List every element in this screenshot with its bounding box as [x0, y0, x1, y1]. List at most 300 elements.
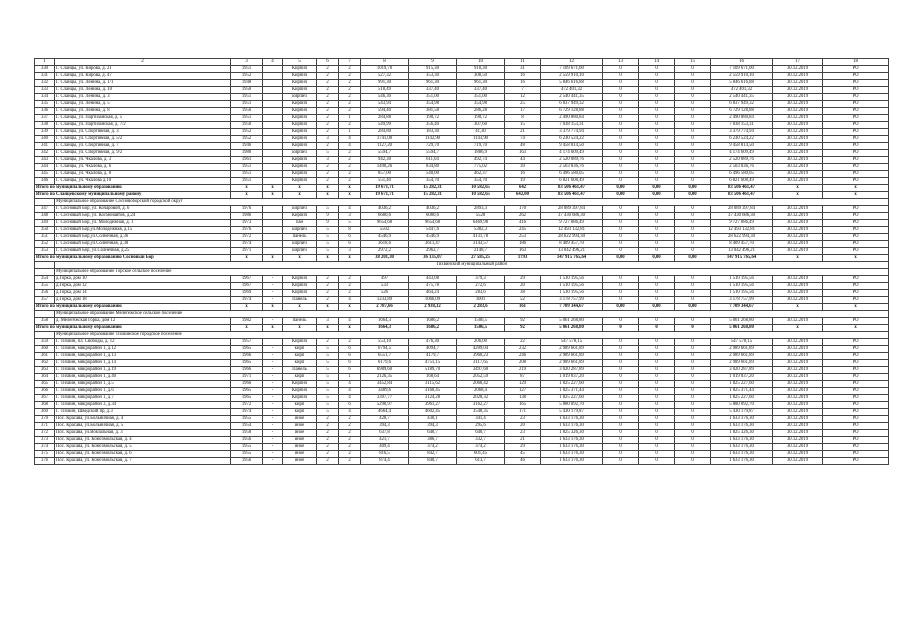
table-cell: Г. Сланцы, ул. Спортивная, д. 7: [55, 143, 231, 150]
table-cell: Кирпич: [283, 143, 317, 150]
table-cell: 0: [675, 444, 711, 451]
table-cell: 1 019 837,20: [541, 374, 603, 381]
table-cell: 348: [35, 213, 55, 220]
table-cell: 1951: [231, 115, 263, 122]
table-cell: 30.12.2019: [773, 115, 823, 122]
section-header-row: [35, 269, 889, 276]
table-cell: 3 379 774,94: [541, 129, 603, 136]
section-empty-cell: [35, 269, 55, 276]
table-cell: 0: [639, 94, 675, 101]
table-cell: 729,70: [409, 143, 457, 150]
table-cell: 339: [35, 129, 55, 136]
table-cell: Пос. Красава, ул. Комсомольская, д. 4: [55, 437, 231, 444]
table-cell: кирпич: [283, 241, 317, 248]
table-cell: 472 401,32: [541, 87, 603, 94]
subtotal-cell: x: [823, 255, 889, 262]
table-cell: 5 430 179,87: [541, 409, 603, 416]
table-cell: 428,7: [361, 416, 409, 423]
table-cell: 0: [639, 66, 675, 73]
table-cell: РО: [823, 248, 889, 255]
table-cell: РО: [823, 136, 889, 143]
district-title-row: [35, 262, 889, 269]
table-cell: 351: [35, 234, 55, 241]
table-cell: 30.12.2019: [773, 297, 823, 304]
table-cell: Кирпич: [283, 178, 317, 185]
table-cell: 1 633 176,30: [541, 423, 603, 430]
table-cell: панель: [283, 234, 317, 241]
table-cell: 333: [35, 87, 55, 94]
table-cell: 6 837 949,32: [711, 101, 773, 108]
table-cell: 30.12.2019: [773, 136, 823, 143]
table-cell: Кирпич: [283, 395, 317, 402]
table-cell: 0: [603, 388, 639, 395]
column-number-cell: 4: [263, 59, 283, 66]
table-cell: кирпич: [283, 94, 317, 101]
table-cell: 92: [505, 318, 541, 325]
table-cell: 6794,5: [361, 346, 409, 353]
table-cell: 7: [505, 87, 541, 94]
table-cell: Кирпич: [283, 87, 317, 94]
table-cell: 497: [361, 276, 409, 283]
table-row: [35, 150, 889, 157]
table-cell: 1066,09: [409, 297, 457, 304]
subtotal-cell: x: [263, 325, 283, 332]
table-cell: 0: [603, 122, 639, 129]
table-cell: 1 633 176,30: [541, 416, 603, 423]
table-row: [35, 164, 889, 171]
table-cell: 816,5: [361, 451, 409, 458]
subtotal-cell: x: [231, 304, 263, 311]
table-cell: [263, 206, 283, 213]
subtotal-cell: 7 709 344,67: [541, 304, 603, 311]
column-number-cell: 1: [35, 59, 55, 66]
table-cell: 1 633 176,30: [711, 437, 773, 444]
table-cell: 0: [603, 402, 639, 409]
table-cell: 2: [317, 430, 339, 437]
table-cell: 332,7: [457, 437, 505, 444]
table-cell: 1 510 195,56: [541, 283, 603, 290]
table-cell: 2: [339, 451, 361, 458]
table-cell: 367: [35, 395, 55, 402]
table-cell: РО: [823, 150, 889, 157]
table-cell: Г. Тихвин, микрорайон 1, д.40: [55, 374, 231, 381]
table-cell: 30.12.2019: [773, 227, 823, 234]
table-cell: 0: [675, 171, 711, 178]
table-cell: 29: [505, 276, 541, 283]
table-cell: 4: [339, 381, 361, 388]
table-cell: 5: [317, 367, 339, 374]
table-cell: 1948: [231, 80, 263, 87]
table-cell: 219: [505, 367, 541, 374]
table-cell: 1950: [231, 108, 263, 115]
table-cell: 0: [639, 423, 675, 430]
subtotal-cell: x: [823, 185, 889, 192]
table-cell: 1 825 227,60: [711, 381, 773, 388]
column-number-cell: 17: [773, 59, 823, 66]
table-cell: 0: [675, 276, 711, 283]
table-cell: 4: [339, 409, 361, 416]
table-cell: 5189,70: [409, 367, 457, 374]
table-cell: 186: [505, 241, 541, 248]
table-cell: иное: [283, 458, 317, 465]
table-cell: 0: [675, 94, 711, 101]
table-cell: 546,30: [361, 94, 409, 101]
table-cell: 6 729 128,88: [541, 108, 603, 115]
subtotal-cell: x: [339, 192, 361, 199]
table-row: [35, 234, 889, 241]
table-cell: 640,7: [457, 430, 505, 437]
table-cell: 0: [675, 283, 711, 290]
table-cell: Г. Тихвин, микрорайон 1, д.14: [55, 360, 231, 367]
table-cell: 337,40: [457, 87, 505, 94]
table-cell: Кирпич: [283, 381, 317, 388]
table-cell: 5: [317, 402, 339, 409]
table-cell: иное: [283, 430, 317, 437]
table-cell: РО: [823, 353, 889, 360]
table-cell: 0: [603, 178, 639, 185]
table-cell: 0: [675, 388, 711, 395]
table-cell: 6 496 580,05: [541, 171, 603, 178]
table-cell: РО: [823, 318, 889, 325]
table-cell: 30.12.2019: [773, 374, 823, 381]
table-cell: кирпич: [283, 150, 317, 157]
table-cell: 1971: [231, 248, 263, 255]
subtotal-cell: 0,00: [603, 185, 639, 192]
table-cell: 1: [339, 129, 361, 136]
table-cell: РО: [823, 220, 889, 227]
table-cell: 918,30: [457, 66, 505, 73]
table-cell: 3: [317, 157, 339, 164]
table-cell: 0: [675, 353, 711, 360]
table-cell: 0: [639, 444, 675, 451]
table-cell: 30.12.2019: [773, 451, 823, 458]
table-cell: Г. Тихвин, микрорайон 3, д.34: [55, 402, 231, 409]
table-cell: 30.12.2019: [773, 339, 823, 346]
table-cell: 5: [317, 409, 339, 416]
subtotal-cell: x: [283, 185, 317, 192]
table-cell: [263, 248, 283, 255]
subtotal-cell: 161: [505, 304, 541, 311]
table-cell: 0: [603, 290, 639, 297]
table-cell: 45: [505, 451, 541, 458]
table-row: [35, 283, 889, 290]
table-cell: [263, 122, 283, 129]
table-cell: 4: [339, 297, 361, 304]
table-cell: 30.12.2019: [773, 381, 823, 388]
table-cell: 253: [505, 234, 541, 241]
table-cell: 0: [639, 283, 675, 290]
table-cell: 1 633 176,30: [711, 416, 773, 423]
table-cell: 0: [603, 101, 639, 108]
table-cell: 0: [639, 416, 675, 423]
subtotal-cell: 83 506 461,47: [541, 185, 603, 192]
table-cell: 0: [639, 297, 675, 304]
table-cell: 0: [603, 248, 639, 255]
table-cell: 4: [339, 395, 361, 402]
table-cell: 2 520 089,76: [711, 157, 773, 164]
table-cell: -: [263, 318, 283, 325]
subtotal-cell: x: [263, 192, 283, 199]
table-cell: 284,80: [361, 129, 409, 136]
table-cell: РО: [823, 416, 889, 423]
table-cell: 350: [35, 227, 55, 234]
table-cell: Г. Сосновый Бор,ул.Солнечная, д.36: [55, 234, 231, 241]
subtotal-cell: 0: [675, 325, 711, 332]
table-cell: -: [263, 423, 283, 430]
table-cell: 232: [505, 346, 541, 353]
table-cell: 0: [603, 108, 639, 115]
table-cell: 341: [35, 143, 55, 150]
table-cell: 8 409 457,70: [711, 241, 773, 248]
table-cell: 2 490 880,84: [711, 115, 773, 122]
table-cell: 0: [639, 430, 675, 437]
table-cell: 41,30: [457, 129, 505, 136]
table-cell: 0: [639, 206, 675, 213]
table-cell: 0: [675, 73, 711, 80]
subtotal-cell: 19 671,71: [361, 192, 409, 199]
table-cell: 0: [675, 437, 711, 444]
section-empty-cell: [35, 332, 55, 339]
table-cell: 2068,4: [457, 388, 505, 395]
table-cell: 5594,7: [361, 150, 409, 157]
table-cell: 1951: [231, 164, 263, 171]
table-cell: д.Горка, дом 12: [55, 283, 231, 290]
subtotal-cell: 5 061 268,80: [711, 325, 773, 332]
table-cell: 30.12.2019: [773, 402, 823, 409]
table-cell: 0: [675, 430, 711, 437]
table-cell: 2: [317, 283, 339, 290]
subtotal-cell: 19 671,71: [361, 185, 409, 192]
table-cell: 30.12.2019: [773, 94, 823, 101]
table-cell: [263, 213, 283, 220]
table-cell: 1969: [231, 290, 263, 297]
table-cell: 1961: [231, 157, 263, 164]
subtotal-cell: x: [231, 185, 263, 192]
table-cell: 0: [675, 66, 711, 73]
table-cell: 245: [505, 227, 541, 234]
table-cell: 30.12.2019: [773, 388, 823, 395]
table-cell: 2: [317, 122, 339, 129]
table-cell: -: [263, 430, 283, 437]
table-cell: 0: [639, 171, 675, 178]
subtotal-cell: x: [231, 325, 263, 332]
table-cell: РО: [823, 241, 889, 248]
table-cell: 30.12.2019: [773, 241, 823, 248]
table-cell: 1 510 195,56: [541, 290, 603, 297]
table-cell: 2 989 661,89: [541, 346, 603, 353]
table-cell: 527,32: [361, 73, 409, 80]
table-cell: 0: [639, 220, 675, 227]
table-cell: 2: [339, 108, 361, 115]
table-cell: 1958: [231, 430, 263, 437]
table-cell: 30.12.2019: [773, 353, 823, 360]
column-number-cell: 9: [409, 59, 457, 66]
table-cell: [263, 80, 283, 87]
table-cell: РО: [823, 80, 889, 87]
table-cell: 353,30: [409, 73, 457, 80]
table-cell: РО: [823, 171, 889, 178]
subtotal-cell: 0,00: [603, 255, 639, 262]
capital-repair-register-table: [34, 58, 889, 465]
table-cell: 0: [675, 241, 711, 248]
table-cell: Г. Сланцы, ул. Спортивная, д. 5/2: [55, 136, 231, 143]
subtotal-cell: 38 201,30: [361, 255, 409, 262]
table-cell: 0: [675, 227, 711, 234]
table-cell: Кирпич: [283, 283, 317, 290]
table-cell: 370: [35, 416, 55, 423]
table-cell: 52: [505, 297, 541, 304]
table-cell: кирп: [283, 353, 317, 360]
table-cell: 349: [35, 220, 55, 227]
table-cell: 0: [603, 374, 639, 381]
table-cell: 5: [317, 374, 339, 381]
table-cell: 640,7: [409, 430, 457, 437]
table-row: [35, 171, 889, 178]
table-cell: 1950: [231, 122, 263, 129]
table-cell: 0: [639, 234, 675, 241]
table-cell: 138: [505, 395, 541, 402]
table-cell: 991,30: [361, 80, 409, 87]
table-cell: 0: [639, 129, 675, 136]
table-cell: 0: [675, 87, 711, 94]
table-cell: 16: [505, 80, 541, 87]
table-cell: 0: [603, 164, 639, 171]
table-cell: 5: [317, 206, 339, 213]
table-cell: 30.12.2019: [773, 409, 823, 416]
table-cell: 4: [339, 143, 361, 150]
table-row: [35, 451, 889, 458]
table-cell: 0: [603, 220, 639, 227]
table-cell: 5: [317, 353, 339, 360]
table-cell: 9: [317, 220, 339, 227]
table-cell: 39: [505, 164, 541, 171]
table-cell: 1986: [231, 213, 263, 220]
table-cell: 0: [675, 381, 711, 388]
table-cell: 286,28: [457, 108, 505, 115]
table-cell: 4664,4: [361, 409, 409, 416]
table-cell: РО: [823, 178, 889, 185]
table-cell: Кирпич: [283, 136, 317, 143]
table-row: [35, 276, 889, 283]
table-cell: РО: [823, 108, 889, 115]
table-cell: Г. Сланцы, ул. Партизанская, д. 7/2: [55, 122, 231, 129]
table-cell: 0: [603, 213, 639, 220]
table-cell: 3618,6: [361, 241, 409, 248]
table-cell: 0: [675, 234, 711, 241]
table-cell: РО: [823, 360, 889, 367]
table-cell: 2: [339, 87, 361, 94]
table-cell: 1954: [231, 423, 263, 430]
table-cell: 2: [317, 164, 339, 171]
subtotal-cell: 83 506 461,47: [711, 192, 773, 199]
table-cell: 30.12.2019: [773, 248, 823, 255]
table-cell: 409,4: [361, 444, 409, 451]
table-cell: 2: [339, 171, 361, 178]
subtotal-row: [35, 192, 889, 199]
table-cell: д. Мелегежская Горка, дом 12: [55, 318, 231, 325]
table-cell: 0: [675, 164, 711, 171]
table-cell: 4546,9: [409, 234, 457, 241]
column-number-cell: 11: [505, 59, 541, 66]
column-number-cell: 5: [283, 59, 317, 66]
table-cell: 1965: [231, 388, 263, 395]
table-cell: Г. Сланцы, ул. Ленина, д. 5: [55, 101, 231, 108]
table-cell: 551,40: [361, 178, 409, 185]
table-row: [35, 360, 889, 367]
subtotal-cell: x: [773, 304, 823, 311]
table-cell: 775,02: [457, 164, 505, 171]
subtotal-cell: 36 135,07: [409, 255, 457, 262]
table-row: [35, 297, 889, 304]
table-cell: 13 042 496,21: [541, 248, 603, 255]
table-cell: 3160,45: [409, 388, 457, 395]
table-cell: Кирпич: [283, 157, 317, 164]
table-cell: кирп: [283, 402, 317, 409]
table-cell: 375: [35, 451, 55, 458]
table-cell: РО: [823, 234, 889, 241]
table-cell: Кирпич: [283, 80, 317, 87]
table-row: [35, 241, 889, 248]
table-cell: 1988: [231, 150, 263, 157]
table-cell: 1965: [231, 395, 263, 402]
table-cell: 1957: [231, 339, 263, 346]
table-cell: 354,98: [409, 101, 457, 108]
table-cell: 5594,7: [409, 150, 457, 157]
subtotal-cell: 0: [603, 325, 639, 332]
table-cell: 0: [603, 297, 639, 304]
table-cell: РО: [823, 157, 889, 164]
table-cell: 0: [639, 80, 675, 87]
table-cell: 6 729 128,88: [711, 108, 773, 115]
table-row: [35, 66, 889, 73]
table-cell: 719,70: [457, 143, 505, 150]
table-cell: 1 825 326,30: [541, 430, 603, 437]
table-cell: [263, 157, 283, 164]
table-cell: 1490,26: [361, 164, 409, 171]
table-cell: 2 989 661,89: [541, 353, 603, 360]
table-cell: 2052,59: [457, 374, 505, 381]
table-cell: кирп: [283, 374, 317, 381]
table-cell: 29: [505, 444, 541, 451]
table-cell: 3162,27: [457, 402, 505, 409]
table-cell: 371: [35, 423, 55, 430]
subtotal-cell: 1664,3: [361, 325, 409, 332]
table-row: [35, 430, 889, 437]
table-cell: 4094,7: [409, 346, 457, 353]
table-cell: [263, 129, 283, 136]
table-cell: 0: [675, 458, 711, 465]
subtotal-cell: x: [263, 185, 283, 192]
table-cell: 355: [35, 283, 55, 290]
table-cell: 0: [675, 206, 711, 213]
table-cell: 2 503 836,76: [541, 164, 603, 171]
table-cell: -: [263, 297, 283, 304]
table-cell: 0: [639, 409, 675, 416]
table-cell: 543,94: [361, 101, 409, 108]
table-cell: 127: [505, 388, 541, 395]
table-cell: 340: [35, 136, 55, 143]
table-cell: 30.12.2019: [773, 206, 823, 213]
table-cell: 30.12.2019: [773, 458, 823, 465]
table-cell: Г. Сланцы, ул. Спортивная, д. 9/2: [55, 150, 231, 157]
table-cell: 1 825 326,30: [711, 430, 773, 437]
table-cell: 1976: [231, 227, 263, 234]
table-cell: 9: [317, 213, 339, 220]
table-cell: 364: [35, 374, 55, 381]
table-cell: 6 821 608,49: [711, 178, 773, 185]
table-cell: 0: [603, 346, 639, 353]
table-cell: 443,08: [409, 276, 457, 283]
